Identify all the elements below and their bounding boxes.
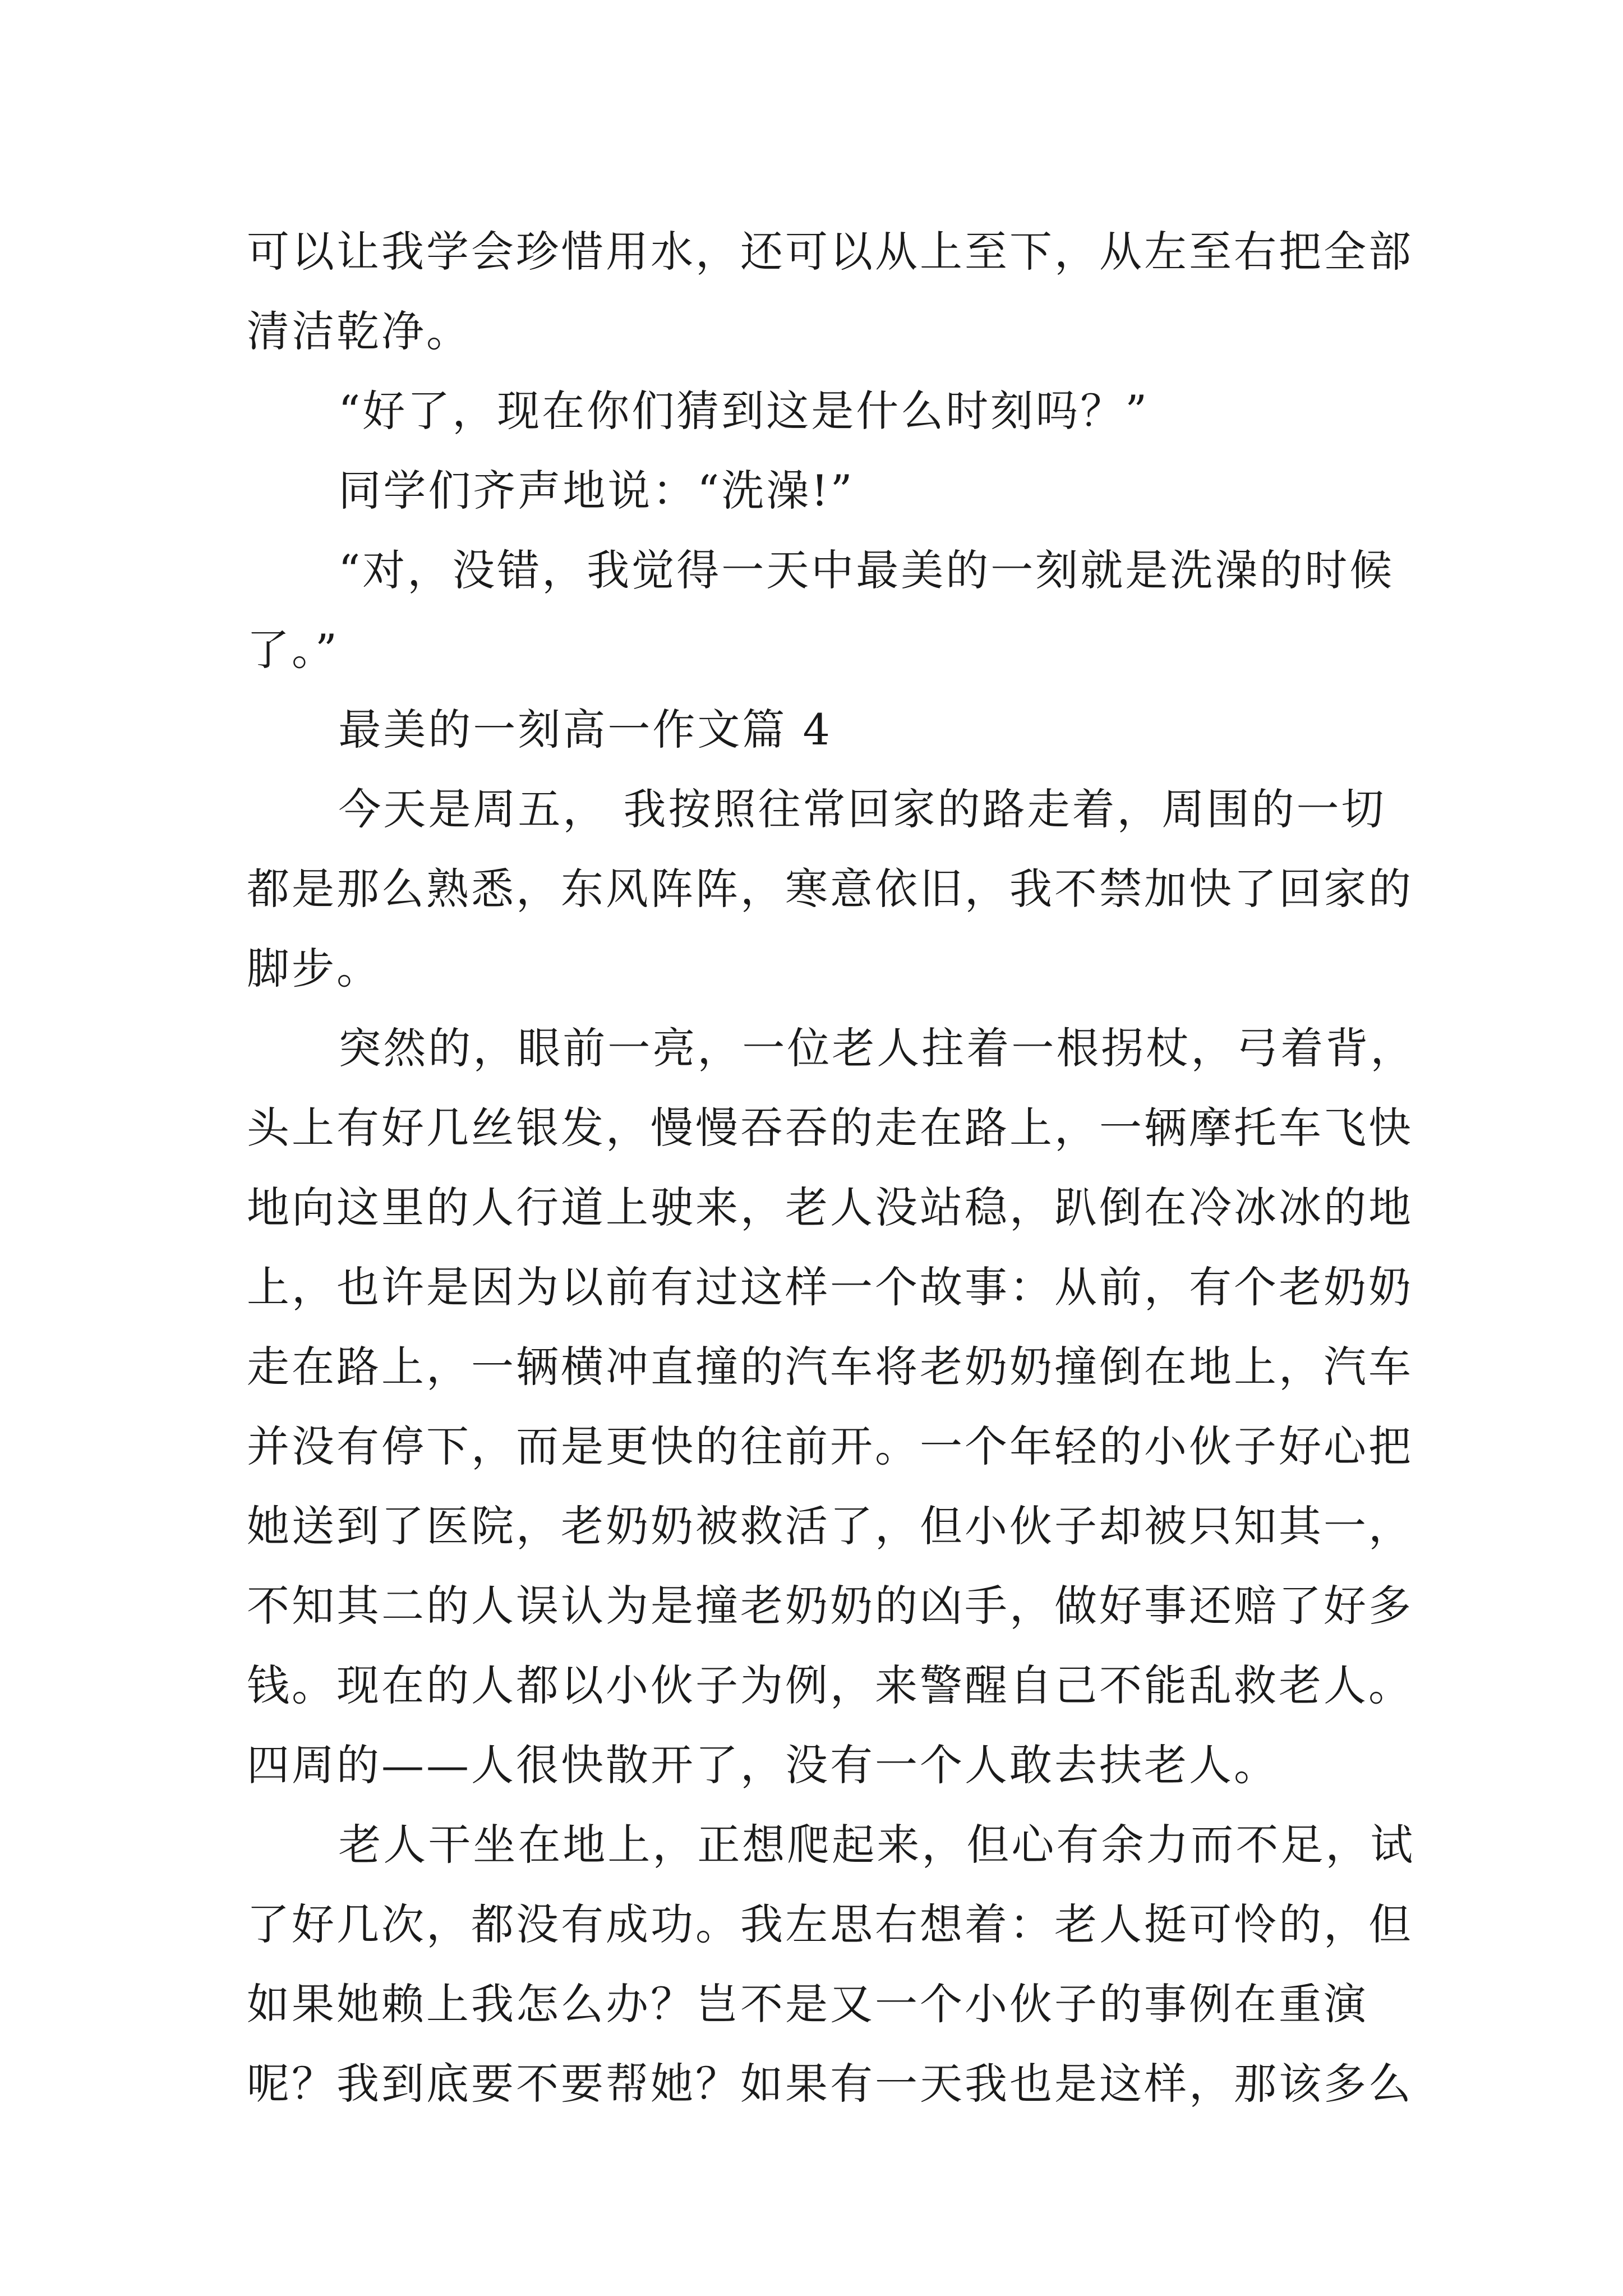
text-line: 老人干坐在地上，正想爬起来，但心有余力而不足，试 xyxy=(338,1820,1415,1870)
text-line: 四周的——人很快散开了，没有一个人敢去扶老人。 xyxy=(247,1740,1279,1790)
paragraph-4 xyxy=(247,531,1395,690)
text-line: 不知其二的人误认为是撞老奶奶的凶手，做好事还赔了好多 xyxy=(247,1581,1413,1631)
text-line: 了。” xyxy=(247,625,339,675)
text-line: 如果她赖上我怎么办？岂不是又一个小伙子的事例在重演 xyxy=(247,1979,1368,2029)
text-line: 了好几次，都没有成功。我左思右想着：老人挺可怜的，但 xyxy=(247,1899,1413,1949)
text-line: “好了，现在你们猜到这是什么时刻吗？” xyxy=(338,386,1150,436)
paragraph-3 xyxy=(247,451,1378,531)
paragraph-6 xyxy=(247,770,1413,1009)
text-line: 上，也许是因为以前有过这样一个故事：从前，有个老奶奶 xyxy=(247,1262,1413,1312)
section-heading xyxy=(247,690,1378,770)
text-line: 她送到了医院，老奶奶被救活了，但小伙子却被只知其一， xyxy=(247,1501,1413,1551)
text-line: 突然的，眼前一亮，一位老人拄着一根拐杖，弓着背， xyxy=(338,1023,1415,1073)
paragraph-1 xyxy=(247,212,1413,371)
text-line: 清洁乾净。 xyxy=(247,306,471,356)
text-line: 呢？我到底要不要帮她？如果有一天我也是这样，那该多么 xyxy=(247,2059,1413,2109)
text-line: “对，没错，我觉得一天中最美的一刻就是洗澡的时候 xyxy=(338,545,1395,595)
document-body xyxy=(247,212,1415,2124)
text-line: 钱。现在的人都以小伙子为例，来警醒自己不能乱救老人。 xyxy=(247,1660,1413,1710)
text-line: 同学们齐声地说：“洗澡!” xyxy=(338,466,855,516)
text-line: 走在路上，一辆横冲直撞的汽车将老奶奶撞倒在地上，汽车 xyxy=(247,1342,1413,1392)
text-line: 头上有好几丝银发，慢慢吞吞的走在路上，一辆摩托车飞快 xyxy=(247,1103,1413,1153)
text-line: 并没有停下，而是更快的往前开。一个年轻的小伙子好心把 xyxy=(247,1421,1413,1471)
paragraph-2 xyxy=(247,371,1378,451)
paragraph-7 xyxy=(247,1009,1415,1805)
text-line: 可以让我学会珍惜用水，还可以从上至下，从左至右把全部 xyxy=(247,227,1413,277)
text-line: 今天是周五， 我按照往常回家的路走着，周围的一切 xyxy=(338,784,1386,834)
text-line: 地向这里的人行道上驶来，老人没站稳，趴倒在冷冰冰的地 xyxy=(247,1182,1413,1232)
paragraph-8 xyxy=(247,1805,1415,2124)
text-line: 脚步。 xyxy=(247,944,381,993)
text-line: 最美的一刻高一作文篇 4 xyxy=(338,705,832,754)
text-line: 都是那么熟悉，东风阵阵，寒意依旧，我不禁加快了回家的 xyxy=(247,864,1413,914)
